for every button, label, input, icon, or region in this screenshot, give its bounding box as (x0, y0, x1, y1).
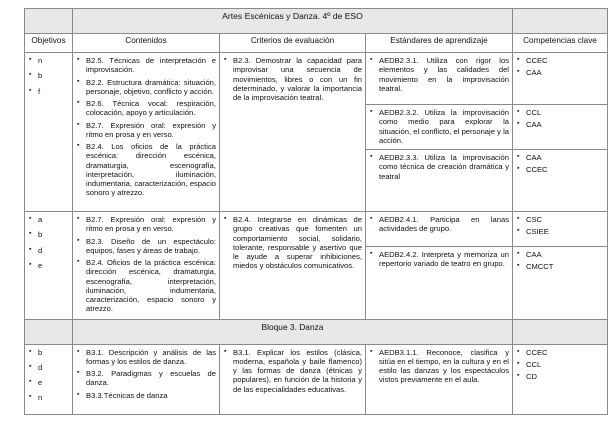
objectives-cell (25, 53, 73, 212)
competence-item: ▪ CAA (516, 250, 604, 259)
standard-item: ▪ AEDB2.4.1. Participa en lanas actividades de grupo. (369, 215, 509, 234)
standards-cell (366, 53, 513, 212)
competence-box (513, 105, 607, 150)
objective-item: ▪ b (28, 71, 69, 80)
standard-item: ▪ AEDB2.3.2. Utiliza la improvisación como medio para explorar la situación, el conflicto, el personaje y la acción. (369, 108, 509, 145)
competences-cell (513, 344, 608, 414)
content-item: ▪ B2.2. Estructura dramática: situación, personaje, objetivo, conflicto y acción. (76, 78, 216, 97)
competence-item: ▪ CAA (516, 120, 604, 129)
content-item: ▪ B2.4. Oficios de la práctica escénica: dirección escénica, dramaturgia, escenografía, interpretación, iluminación, indumentaria, caracterización, espacio sonoro y atrezzo. (76, 258, 216, 314)
table-title: Artes Escénicas y Danza. 4º de ESO (73, 9, 513, 34)
objectives-cell (25, 344, 73, 414)
competence-box (513, 53, 607, 105)
criteria-item: ▪ B2.3. Demostrar la capacidad para improvisar una secuencia de movimientos, libres o con un fin determinado, y valorar la importancia de la improvisación teatral. (223, 56, 362, 102)
competence-item: ▪ CAA (516, 153, 604, 162)
competence-item: ▪ CAA (516, 68, 604, 77)
title-blank-cell (513, 9, 608, 34)
contents-cell (73, 212, 220, 320)
content-item: ▪ B3.1. Descripción y análisis de las formas y los estilos de danza. (76, 348, 216, 367)
header-objetivos: Objetivos (25, 34, 73, 53)
content-item: ▪ B2.4. Los oficios de la práctica escénica: dirección escénica, dramaturgia, escenografía, interpretación, iluminación, indumentaria, caracterización, espacio sonoro y atrezzo. (76, 142, 216, 198)
objective-item: ▪ b (28, 348, 69, 357)
criteria-cell (220, 53, 366, 212)
competence-item: ▪ CCEC (516, 348, 604, 357)
competence-box (513, 247, 607, 277)
content-item: ▪ B2.5. Técnicas de interpretación e improvisación. (76, 56, 216, 75)
competence-item: ▪ CCEC (516, 165, 604, 174)
table-row-block1 (25, 53, 608, 212)
objective-item: ▪ e (28, 261, 69, 270)
competence-item: ▪ CCL (516, 360, 604, 369)
header-contenidos: Contenidos (73, 34, 220, 53)
standards-cell (366, 212, 513, 320)
title-blank-cell (25, 9, 73, 34)
table-title-row (25, 9, 608, 34)
competences-cell (513, 53, 608, 212)
standard-item: ▪ AEDB3.1.1. Reconoce, clasifica y sitúa en el tiempo, en la cultura y en el estilo las danzas y los espectáculos vistos previamente en el aula. (369, 348, 509, 385)
competence-item: ▪ CD (516, 372, 604, 381)
objective-item: ▪ b (28, 230, 69, 239)
competence-item: ▪ CSC (516, 215, 604, 224)
standards-cell (366, 344, 513, 414)
content-item: ▪ B2.7. Expresión oral: expresión y ritmo en prosa y en verso. (76, 215, 216, 234)
table-row-block3 (25, 344, 608, 414)
competence-item: ▪ CCL (516, 108, 604, 117)
content-item: ▪ B2.3. Diseño de un espectáculo: equipos, fases y áreas de trabajo. (76, 237, 216, 256)
contents-cell (73, 344, 220, 414)
table-row-block2 (25, 212, 608, 320)
contents-cell (73, 53, 220, 212)
criteria-cell (220, 212, 366, 320)
table-header-row (25, 34, 608, 53)
competences-cell (513, 212, 608, 320)
bloque-title: Bloque 3. Danza (73, 319, 513, 344)
bloque-blank-cell (25, 319, 73, 344)
criteria-item: ▪ B3.1. Explicar los estilos (clásica, moderna, española y baile flamenco) y las formas de danza (étnicas y populares), en función de la historia y de las especialidades educativas. (223, 348, 362, 394)
competence-item: ▪ CMCCT (516, 262, 604, 271)
standard-box (366, 53, 512, 105)
standard-box (366, 247, 512, 274)
criteria-item: ▪ B2.4. Integrarse en dinámicas de grupo creativas que fomenten un comportamiento social, solidario, tolerante, responsable y asertivo que le ayude a superar inhibiciones, miedos y obstáculos comunicativos. (223, 215, 362, 271)
bloque-title-row (25, 319, 608, 344)
header-estandares: Estándares de aprendizaje (366, 34, 513, 53)
header-criterios: Criterios de evaluación (220, 34, 366, 53)
standard-item: ▪ AEDB2.4.2. Interpreta y memoriza un repertorio variado de teatro en grupo. (369, 250, 509, 269)
objective-item: ▪ a (28, 215, 69, 224)
content-item: ▪ B3.2. Paradigmas y escuelas de danza. (76, 369, 216, 388)
competence-item: ▪ CCEC (516, 56, 604, 65)
content-item: ▪ B2.7. Expresión oral: expresión y ritmo en prosa y en verso. (76, 121, 216, 140)
competence-item: ▪ CSIEE (516, 227, 604, 236)
objective-item: ▪ n (28, 393, 69, 402)
standard-item: ▪ AEDB2.3.1. Utiliza con rigor los elementos y las calidades del movimiento en la improvisación teatral. (369, 56, 509, 93)
objective-item: ▪ n (28, 56, 69, 65)
bloque-blank-cell (513, 319, 608, 344)
standard-box (366, 150, 512, 186)
curriculum-table (24, 8, 608, 415)
objective-item: ▪ d (28, 246, 69, 255)
objective-item: ▪ e (28, 378, 69, 387)
competence-box (513, 212, 607, 247)
standard-box (366, 212, 512, 247)
content-item: ▪ B2.6. Técnica vocal: respiración, colocación, apoyo y articulación. (76, 99, 216, 118)
standard-item: ▪ AEDB2.3.3. Utiliza la improvisación como técnica de creación dramática y teatral (369, 153, 509, 181)
objective-item: ▪ d (28, 363, 69, 372)
header-competencias: Competencias clave (513, 34, 608, 53)
objective-item: ▪ f (28, 87, 69, 96)
criteria-cell (220, 344, 366, 414)
content-item: ▪ B3.3.Técnicas de danza (76, 391, 216, 400)
competence-box (513, 150, 607, 180)
objectives-cell (25, 212, 73, 320)
standard-box (366, 105, 512, 150)
